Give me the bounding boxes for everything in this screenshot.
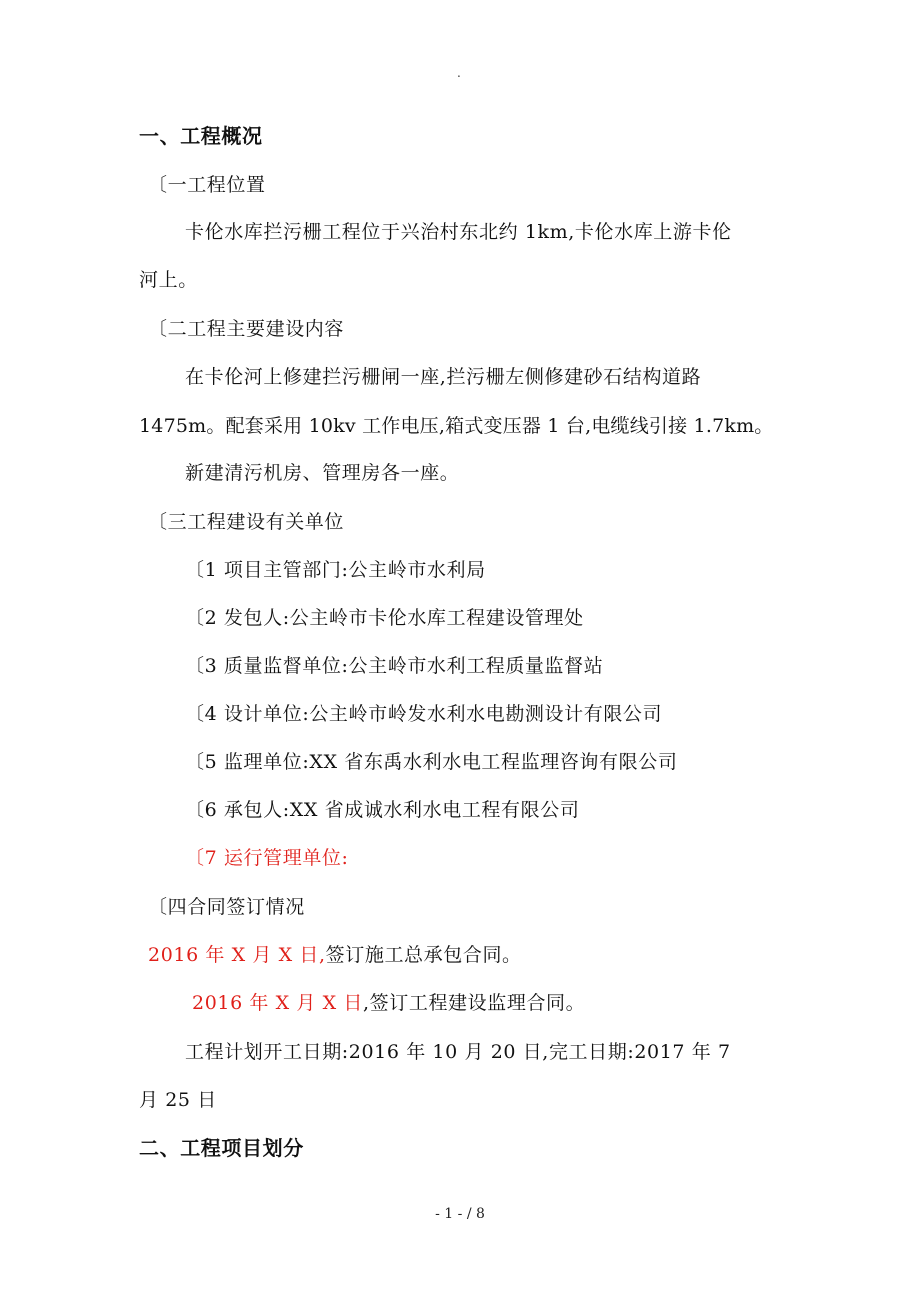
unit-item: 〔2 发包人:公主岭市卡伦水库工程建设管理处 (185, 607, 584, 629)
contract-1-date: 2016 年 X 月 X 日, (148, 944, 326, 966)
section-2-title: 二、工程项目划分 (139, 1136, 304, 1160)
contract-2-text: ,签订工程建设监理合同。 (363, 992, 586, 1014)
subsection-4-title: 〔四合同签订情况 (148, 896, 305, 918)
contract-1-text: 签订施工总承包合同。 (325, 944, 522, 966)
unit-item: 〔5 监理单位:XX 省东禹水利水电工程监理咨询有限公司 (185, 751, 678, 773)
header-mark: . (457, 66, 461, 80)
location-paragraph-line-1: 卡伦水库拦污栅工程位于兴治村东北约 1km,卡伦水库上游卡伦 (185, 221, 732, 243)
page-number: - 1 - / 8 (435, 1206, 485, 1222)
unit-item: 〔3 质量监督单位:公主岭市水利工程质量监督站 (185, 655, 604, 677)
contract-2-date: 2016 年 X 月 X 日 (192, 992, 364, 1014)
content-paragraph-line-3: 新建清污机房、管理房各一座。 (185, 462, 460, 484)
unit-item-highlighted: 〔7 运行管理单位: (185, 847, 349, 869)
schedule-line-1: 工程计划开工日期:2016 年 10 月 20 日,完工日期:2017 年 7 (185, 1041, 731, 1063)
subsection-2-title: 〔二工程主要建设内容 (148, 318, 345, 340)
unit-item: 〔6 承包人:XX 省成诚水利水电工程有限公司 (185, 799, 580, 821)
section-1-title: 一、工程概况 (139, 124, 263, 148)
contract-line-2 (192, 991, 585, 1015)
subsection-3-title: 〔三工程建设有关单位 (148, 511, 345, 533)
content-paragraph-line-2: 1475m。配套采用 10kv 工作电压,箱式变压器 1 台,电缆线引接 1.7km。 (139, 415, 774, 437)
content-paragraph-line-1: 在卡伦河上修建拦污栅闸一座,拦污栅左侧修建砂石结构道路 (185, 366, 702, 388)
subsection-1-title: 〔一工程位置 (148, 174, 266, 196)
schedule-line-2: 月 25 日 (139, 1089, 217, 1111)
location-paragraph-line-2: 河上。 (139, 269, 198, 291)
unit-item: 〔4 设计单位:公主岭市岭发水利水电勘测设计有限公司 (185, 703, 663, 725)
unit-item: 〔1 项目主管部门:公主岭市水利局 (185, 559, 486, 581)
contract-line-1 (148, 943, 522, 967)
